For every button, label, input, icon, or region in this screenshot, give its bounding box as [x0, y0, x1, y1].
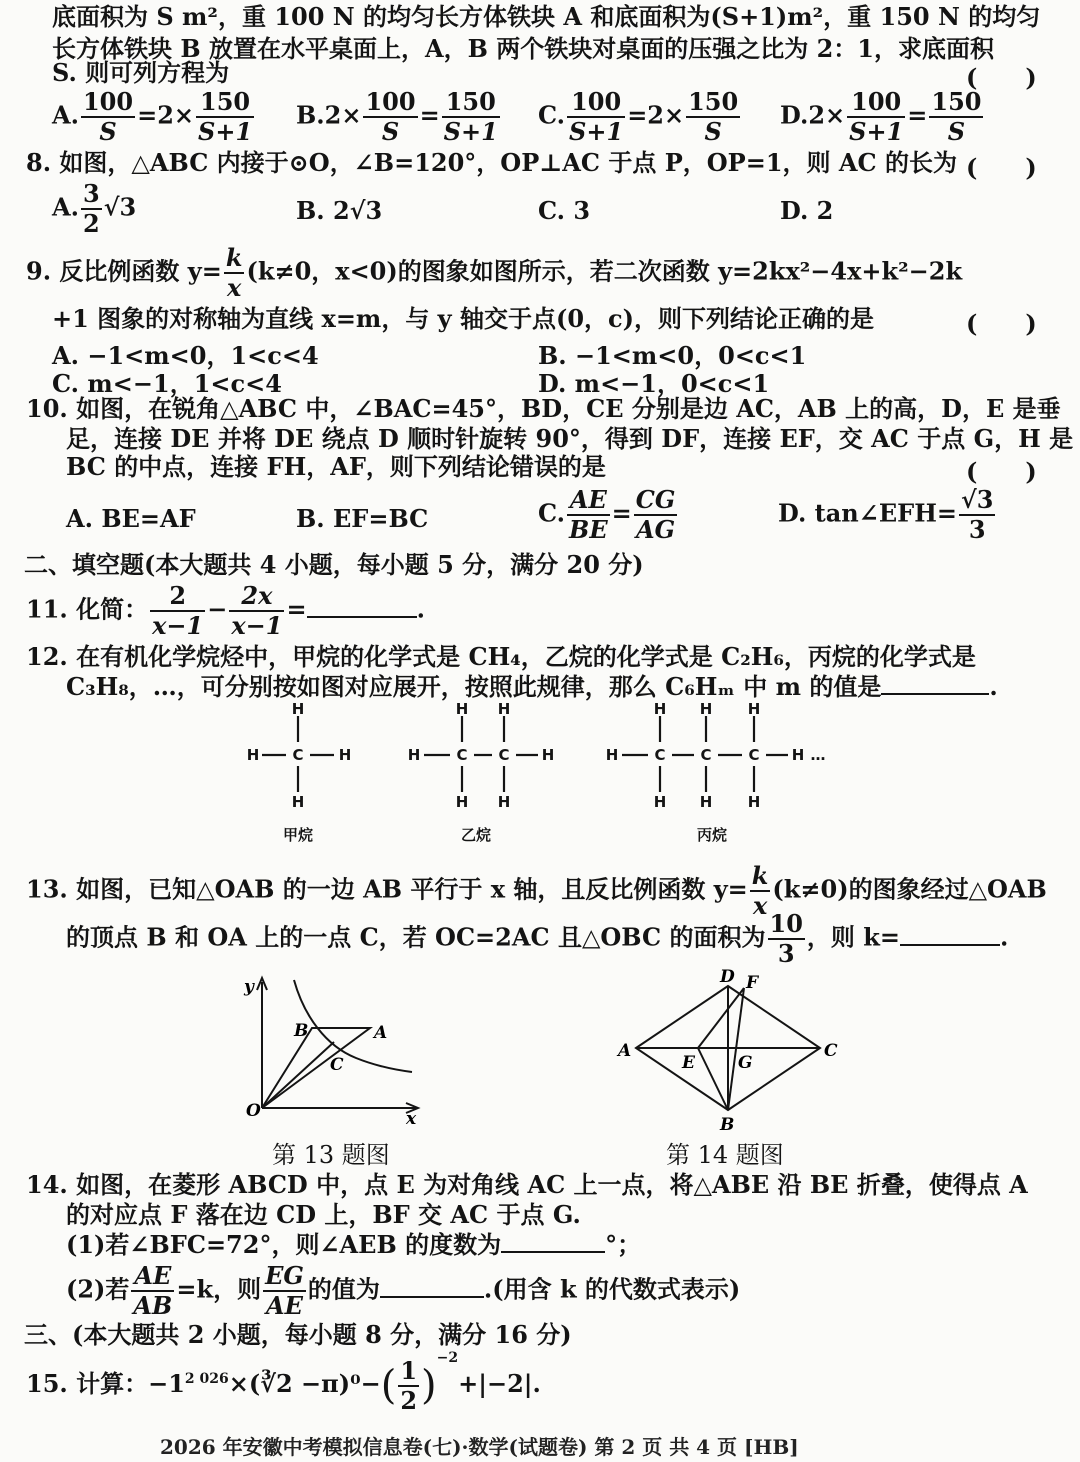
q7-option-b: B.2× $\frac{100}{S}$ = $\frac{150}{S+1}$: [296, 87, 498, 146]
q7-answer-bracket: ( ): [966, 63, 1037, 92]
alkane-structures-figure: [0, 696, 1080, 852]
atom-c: C: [456, 746, 468, 764]
vertex-d-label: D: [720, 967, 735, 987]
q10-answer-bracket: ( ): [966, 457, 1037, 486]
section-2-heading: 二、填空题(本大题共 4 小题，每小题 5 分，满分 20 分): [24, 550, 644, 579]
atom-h: H: [455, 793, 469, 811]
atom-h: H: [338, 746, 352, 764]
atom-h: H: [653, 700, 667, 718]
point-b-label: B: [294, 1021, 309, 1041]
q7-line-3: S. 则可列方程为: [52, 58, 230, 87]
q9-option-c: C. m<−1，1<c<4: [52, 369, 282, 398]
point-a-label: A: [374, 1023, 388, 1043]
q14-part-1-blank[interactable]: [501, 1251, 605, 1253]
q10-option-b: B. EF=BC: [296, 504, 429, 533]
atom-h: H: [699, 700, 713, 718]
q8-stem: 8. 如图，△ABC 内接于⊙O，∠B=120°，OP⊥AC 于点 P，OP=1，则 AC 的长为: [26, 148, 957, 177]
methane-label: 甲烷: [282, 826, 314, 844]
q7-line-2: 长方体铁块 B 放置在水平桌面上，A，B 两个铁块对桌面的压强之比为 2：1，求底面积: [52, 34, 995, 63]
atom-h: H: [291, 793, 305, 811]
q12-stem-line-2: C₃H₈，…，可分别按如图对应展开，按照此规律，那么 C₆Hₘ 中 m 的值是 .: [66, 672, 998, 701]
q7-option-c: C. $\frac{100}{S+1}$ =2× $\frac{150}{S}$: [538, 87, 739, 146]
page-footer: 2026 年安徽中考模拟信息卷(七)·数学(试题卷) 第 2 页 共 4 页 [HB]: [160, 1435, 799, 1459]
q8-option-a: A. $\frac{3}{2}$ √3: [52, 179, 137, 238]
q13-stem-line-2: 的顶点 B 和 OA 上的一点 C，若 OC=2AC 且△OBC 的面积为 $\frac{10}{3}$ ，则 k= .: [66, 909, 1009, 968]
q14-part-2: (2)若 $\frac{AE}{AB}$ =k，则 $\frac{EG}{AE}$ 的值为 .(用含 k 的代数式表示): [66, 1261, 741, 1320]
vertex-b-label: B: [720, 1115, 735, 1134]
atom-c: C: [654, 746, 666, 764]
ethane-label: 乙烷: [460, 826, 492, 844]
vertex-c-label: C: [824, 1041, 838, 1061]
propane-label: 丙烷: [696, 826, 728, 844]
figure-13-graph: [236, 966, 436, 1126]
x-axis-label: x: [406, 1109, 417, 1126]
q11-answer-blank[interactable]: [307, 616, 417, 618]
q9-option-b: B. −1<m<0，0<c<1: [538, 341, 807, 370]
point-f-label: F: [746, 973, 759, 993]
atom-h: H: [246, 746, 260, 764]
q9-option-d: D. m<−1，0<c<1: [538, 369, 770, 398]
figure-14-rhombus: [610, 964, 850, 1134]
atom-c: C: [700, 746, 712, 764]
q10-option-c: C. $\frac{AE}{BE}$ = $\frac{CG}{AG}$: [538, 485, 676, 544]
atom-h: H: [699, 793, 713, 811]
q10-stem-line-1: 10. 如图，在锐角△ABC 中，∠BAC=45°，BD，CE 分别是边 AC，AB 上的高，D，E 是垂: [26, 394, 1061, 423]
q9-answer-bracket: ( ): [966, 309, 1037, 338]
q13-answer-blank[interactable]: [900, 944, 1000, 946]
q8-option-d: D. 2: [780, 196, 834, 225]
q8-option-c: C. 3: [538, 196, 591, 225]
atom-c: C: [748, 746, 760, 764]
point-c-label: C: [330, 1055, 344, 1075]
atom-h: H: [747, 793, 761, 811]
q10-stem-line-2: 足，连接 DE 并将 DE 绕点 D 顺时针旋转 90°，得到 DF，连接 EF，交 AC 于点 G，H 是: [66, 424, 1074, 453]
atom-h: H: [541, 746, 555, 764]
atom-h: H: [791, 746, 805, 764]
atom-h: H: [605, 746, 619, 764]
figure-14-caption: 第 14 题图: [666, 1141, 784, 1169]
q14-part-2-blank[interactable]: [380, 1296, 484, 1298]
atom-c: C: [292, 746, 304, 764]
q9-stem-line-1: 9. 反比例函数 y= $\frac{k}{x}$ (k≠0，x<0)的图象如图所示，若二次函数 y=2kx²−4x+k²−2k: [26, 243, 963, 302]
q7-line-1: 底面积为 S m²，重 100 N 的均匀长方体铁块 A 和底面积为(S+1)m²，重 150 N 的均匀: [52, 2, 1041, 31]
q9-stem-line-2: +1 图象的对称轴为直线 x=m，与 y 轴交于点(0，c)，则下列结论正确的是: [52, 304, 875, 333]
q12-stem-line-1: 12. 在有机化学烷烃中，甲烷的化学式是 CH₄，乙烷的化学式是 C₂H₆，丙烷的化学式是: [26, 642, 976, 671]
origin-label: O: [246, 1101, 261, 1121]
y-axis-label: y: [244, 977, 254, 997]
section-3-heading: 三、(本大题共 2 小题，每小题 8 分，满分 16 分): [24, 1320, 572, 1349]
q8-option-b: B. 2√3: [296, 196, 383, 225]
atom-h: H: [497, 700, 511, 718]
atom-h: H: [407, 746, 421, 764]
figure-13-caption: 第 13 题图: [272, 1141, 390, 1169]
atom-h: H: [455, 700, 469, 718]
atom-h: H: [653, 793, 667, 811]
q10-option-a: A. BE=AF: [66, 504, 196, 533]
q8-answer-bracket: ( ): [966, 153, 1037, 182]
q14-stem-line-2: 的对应点 F 落在边 CD 上，BF 交 AC 于点 G.: [66, 1200, 581, 1229]
atom-c: C: [498, 746, 510, 764]
vertex-a-label: A: [618, 1041, 632, 1061]
q7-option-d: D.2× $\frac{100}{S+1}$ = $\frac{150}{S}$: [780, 87, 982, 146]
q7-option-a: A. $\frac{100}{S}$ =2× $\frac{150}{S+1}$: [52, 87, 253, 146]
ellipsis: …: [810, 746, 826, 764]
q11-stem: 11. 化简： $\frac{2}{x-1}$ − $\frac{2x}{x-1}$ = .: [26, 581, 425, 640]
q10-option-d: D. tan∠EFH= $\frac{√3}{3}$: [778, 485, 994, 544]
atom-h: H: [291, 700, 305, 718]
q12-answer-blank[interactable]: [881, 693, 989, 695]
atom-h: H: [497, 793, 511, 811]
q15-stem: 15. 计算：$-1^{2 026}\times(∛2 -\pi)^0-$( $\frac{1}{2}$ )$^{-2}$+|−2|.: [26, 1350, 541, 1415]
q9-option-a: A. −1<m<0，1<c<4: [52, 341, 319, 370]
point-e-label: E: [682, 1053, 695, 1073]
point-g-label: G: [738, 1053, 753, 1073]
q13-stem-line-1: 13. 如图，已知△OAB 的一边 AB 平行于 x 轴，且反比例函数 y= $\frac{k}{x}$ (k≠0)的图象经过△OAB: [26, 861, 1047, 920]
atom-h: H: [747, 700, 761, 718]
q14-stem-line-1: 14. 如图，在菱形 ABCD 中，点 E 为对角线 AC 上一点，将△ABE 沿 BE 折叠，使得点 A: [26, 1170, 1028, 1199]
q14-part-1: (1)若∠BFC=72°，则∠AEB 的度数为 °；: [66, 1230, 642, 1259]
q10-stem-line-3: BC 的中点，连接 FH，AF，则下列结论错误的是: [66, 452, 606, 481]
